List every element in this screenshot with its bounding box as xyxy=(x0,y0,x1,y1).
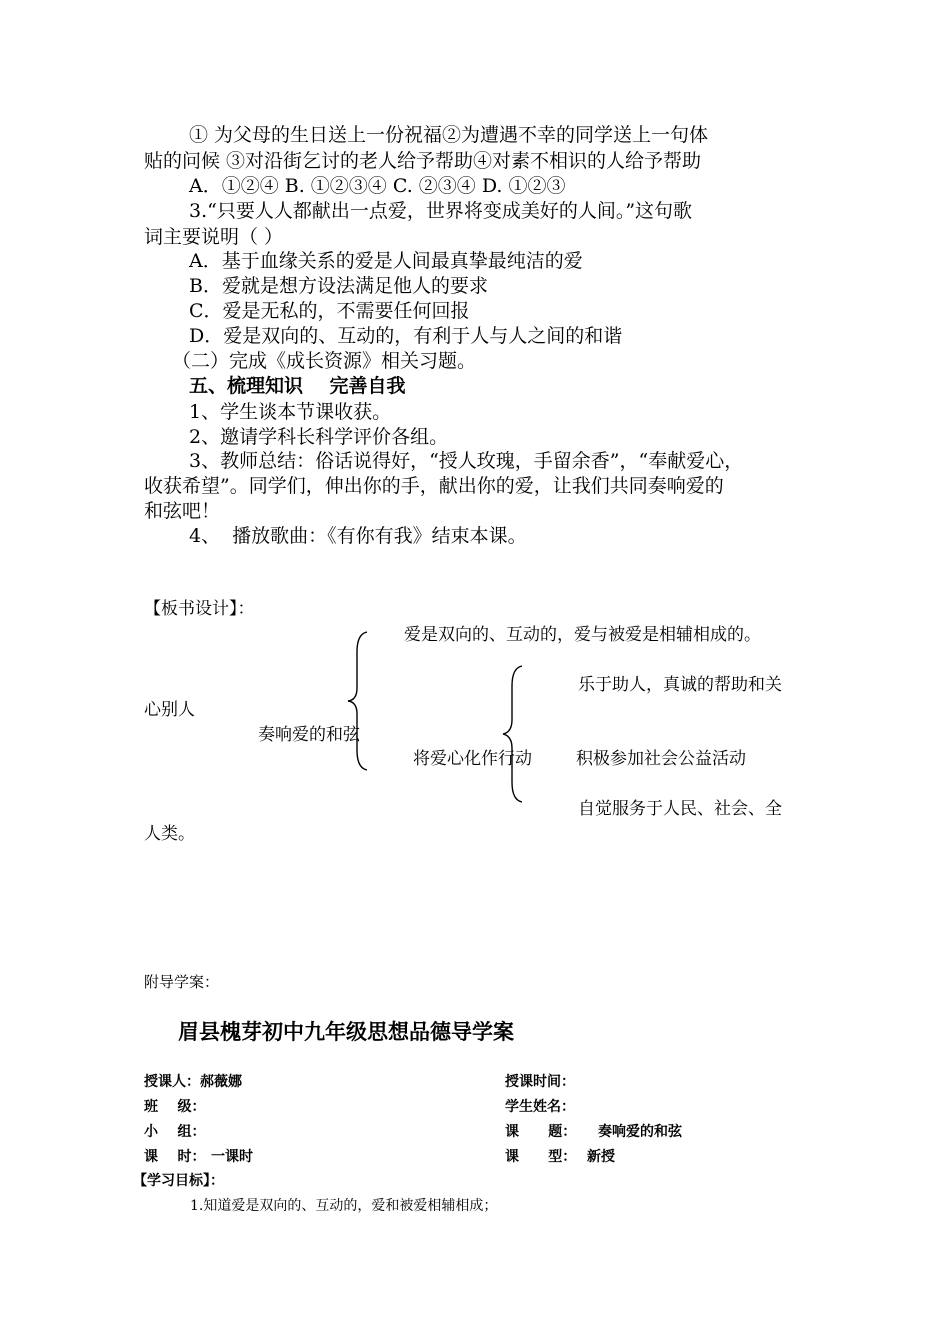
board-sub-point-3-part-1: 自觉服务于人民、社会、全 xyxy=(578,799,782,819)
q3-option-c: C．爱是无私的，不需要任何回报 xyxy=(189,300,470,322)
left-brace-icon xyxy=(345,630,375,772)
learning-goals-label: 【学习目标】： xyxy=(133,1173,224,1189)
summary-item-3-line-1: 3、教师总结：俗话说得好，“授人玫瑰，手留余香”，“奉献爱心， xyxy=(189,450,744,472)
board-point-2: 将爱心化作行动 xyxy=(413,749,532,769)
board-main-topic: 奏响爱的和弦 xyxy=(258,725,360,745)
options-line-1: ① 为父母的生日送上一份祝福②为遭遇不幸的同学送上一句体 xyxy=(189,124,709,146)
type-label: 课 型： xyxy=(505,1149,577,1165)
topic-label: 课 题： xyxy=(505,1124,577,1140)
appendix-title: 眉县槐芽初中九年级思想品德导学案 xyxy=(178,1020,514,1044)
part-two-note: （二）完成《成长资源》相关习题。 xyxy=(172,350,477,372)
q2-answers: A．①②④ B. ①②③④ C. ②③④ D. ①②③ xyxy=(189,175,566,197)
q3-stem-line-1: 3.“只要人人都献出一点爱，世界将变成美好的人间。”这句歌 xyxy=(189,200,693,222)
right-brace-icon xyxy=(500,664,530,804)
board-sub-point-3-part-2: 人类。 xyxy=(144,824,195,844)
q3-option-b: B．爱就是想方设法满足他人的要求 xyxy=(189,275,488,297)
q3-stem-line-2: 词主要说明（ ） xyxy=(144,226,284,248)
options-line-2: 贴的问候 ③对沿街乞讨的老人给予帮助④对素不相识的人给予帮助 xyxy=(144,150,702,172)
learning-goal-1: 1.知道爱是双向的、互动的，爱和被爱相辅相成； xyxy=(190,1198,498,1214)
group-label: 小 组： xyxy=(144,1124,206,1140)
summary-item-2: 2、邀请学科长科学评价各组。 xyxy=(189,426,449,448)
hours-value: 一课时 xyxy=(211,1149,253,1165)
lesson-time-label: 授课时间： xyxy=(505,1074,575,1090)
summary-item-1: 1、学生谈本节课收获。 xyxy=(189,401,392,423)
summary-item-4: 4、 播放歌曲：《有你有我》结束本课。 xyxy=(189,525,527,547)
appendix-label: 附导学案： xyxy=(144,973,220,991)
teacher-label: 授课人：郝薇娜 xyxy=(144,1074,242,1090)
type-value: 新授 xyxy=(587,1149,615,1165)
board-sub-point-1-part-2: 心别人 xyxy=(144,700,195,720)
q3-option-a: A．基于血缘关系的爱是人间最真挚最纯洁的爱 xyxy=(189,250,583,272)
q3-option-d: D．爱是双向的、互动的，有利于人与人之间的和谐 xyxy=(189,325,623,347)
summary-item-3-line-2: 收获希望”。同学们，伸出你的手，献出你的爱，让我们共同奏响爱的 xyxy=(144,475,724,497)
hours-label: 课 时： xyxy=(144,1149,206,1165)
student-name-label: 学生姓名： xyxy=(505,1099,575,1115)
board-design-label: 【板书设计】： xyxy=(144,599,255,619)
board-sub-point-2: 积极参加社会公益活动 xyxy=(576,749,746,769)
board-point-1: 爱是双向的、互动的，爱与被爱是相辅相成的。 xyxy=(404,625,761,645)
topic-value: 奏响爱的和弦 xyxy=(598,1124,682,1140)
summary-item-3-line-3: 和弦吧！ xyxy=(144,500,221,522)
class-label: 班 级： xyxy=(144,1099,206,1115)
section-five-heading: 五、梳理知识 完善自我 xyxy=(189,375,406,397)
board-sub-point-1-part-1: 乐于助人，真诚的帮助和关 xyxy=(578,675,782,695)
